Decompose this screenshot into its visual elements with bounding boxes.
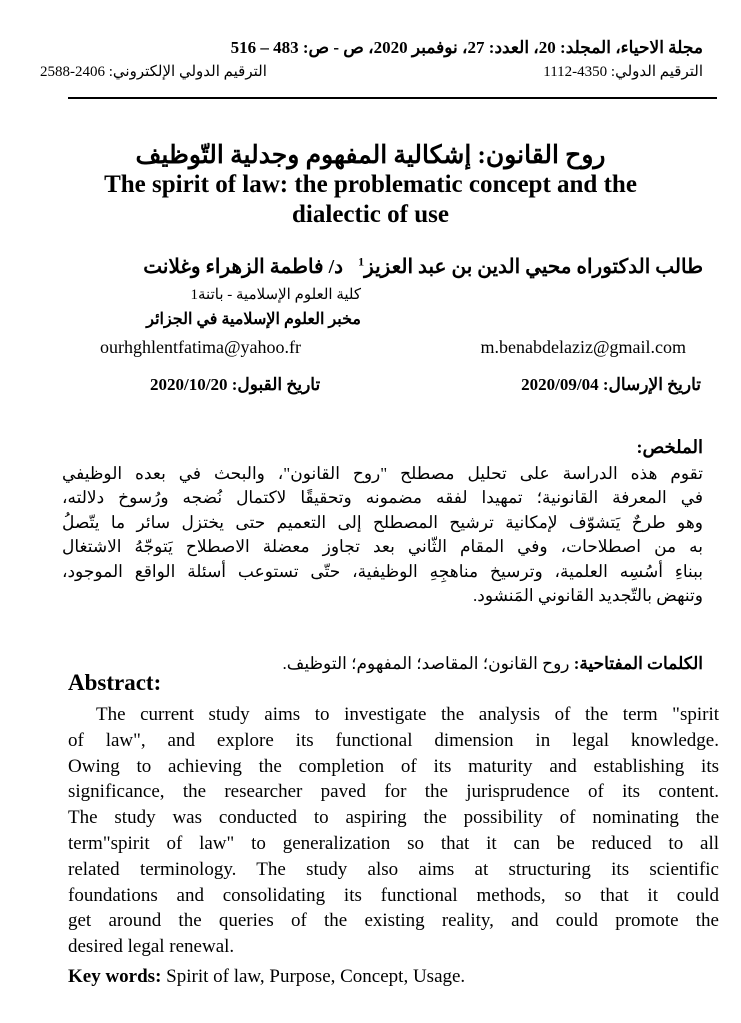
keywords-english-text: Spirit of law, Purpose, Concept, Usage. bbox=[161, 966, 466, 987]
author-2: د/ فاطمة الزهراء وغلانت bbox=[143, 256, 344, 278]
abstract-line: desired legal renewal. bbox=[68, 936, 235, 958]
affiliation: كلية العلوم الإسلامية - باتنة1 bbox=[190, 287, 361, 303]
abstract-line: related terminology. The study also aims at structuring its scientific bbox=[68, 858, 719, 880]
header-divider bbox=[68, 97, 717, 99]
title-english bbox=[60, 170, 681, 230]
date-accepted: تاريخ القبول: 2020/10/20 bbox=[150, 375, 321, 394]
abstract-line: foundations and consolidating its functional methods, so that it could bbox=[68, 884, 719, 906]
keywords-arabic bbox=[283, 654, 703, 674]
issn-online: الترقيم الدولي الإلكتروني: 2406-2588 bbox=[40, 64, 267, 80]
email-right[interactable]: m.benabdelaziz@gmail.com bbox=[480, 337, 686, 357]
title-english-line-2: dialectic of use bbox=[292, 201, 449, 228]
title-english-line-1: The spirit of law: the problematic concept and the bbox=[104, 171, 637, 198]
title-arabic: روح القانون: إشكالية المفهوم وجدلية التّوظيف bbox=[135, 142, 606, 169]
issn-print: الترقيم الدولي: 4350-1112 bbox=[543, 64, 703, 80]
abstract-line: get around the queries of the existing reality, and could promote the bbox=[68, 910, 719, 932]
summary-line: في المعرفة القانونية؛ تمهيدا لفقه مضمونه وتحقيقًا لاكتمال نُضجه ورُسوخ دلالته، bbox=[62, 488, 703, 508]
summary-line: وتنهض بالتّجديد القانوني المَنشود. bbox=[473, 586, 703, 606]
keywords-english bbox=[68, 966, 465, 988]
author-1: طالب الدكتوراه محيي الدين بن عبد العزيز bbox=[364, 256, 703, 278]
email-left[interactable]: ourhghlentfatima@yahoo.fr bbox=[100, 337, 302, 357]
abstract-body bbox=[68, 702, 719, 960]
authors-line bbox=[40, 254, 703, 279]
summary-heading: الملخص: bbox=[636, 437, 703, 457]
keywords-arabic-label: الكلمات المفتاحية: bbox=[573, 654, 703, 673]
summary-line: به من اصطلاحات، وفي المقام الثّاني بعد تجاوز معضلة الاصطلاح يَتوجّهُ الاشتغال bbox=[62, 537, 703, 557]
summary-body bbox=[62, 462, 703, 608]
keywords-arabic-text: روح القانون؛ المقاصد؛ المفهوم؛ التوظيف. bbox=[282, 654, 574, 673]
summary-line: تقوم هذه الدراسة على تحليل مصطلح "روح القانون"، والبحث في بعده الوظيفي bbox=[62, 464, 703, 483]
abstract-line: The current study aims to investigate the analysis of the term "spirit bbox=[96, 704, 719, 725]
dates-line bbox=[150, 375, 701, 395]
abstract-line: significance, the researcher paved for the jurisprudence of its content. bbox=[68, 781, 719, 803]
abstract-line: The study was conducted to aspiring the possibility of nominating the bbox=[68, 807, 719, 829]
emails-line bbox=[100, 337, 686, 358]
abstract-line: of law", and explore its functional dimension in legal knowledge. bbox=[68, 729, 719, 751]
abstract-line: Owing to achieving the completion of its maturity and establishing its bbox=[68, 755, 719, 777]
date-submitted: تاريخ الإرسال: 2020/09/04 bbox=[521, 375, 701, 394]
journal-citation: مجلة الاحياء، المجلد: 20، العدد: 27، نوفمبر 2020، ص - ص: 483 – 516 bbox=[230, 38, 703, 57]
abstract-heading: Abstract: bbox=[68, 670, 162, 695]
keywords-english-label: Key words: bbox=[68, 966, 162, 987]
abstract-line: term"spirit of law" to generalization so that it can be reduced to all bbox=[68, 832, 719, 854]
author-1-mark: 1 bbox=[358, 254, 365, 269]
summary-line: وهو طرحٌ يَتشوّف لإمكانية ترشيح المصطلح إلى التعميم حتى يختزل سائر ما يتّصلُ bbox=[62, 512, 703, 532]
issn-line bbox=[40, 62, 703, 81]
summary-line: ببناءِ أسُسِه العلمية، وترسيخ مناهجِهِ الوظيفية، حتّى تستوعب أسئلة الواقع الموجود، bbox=[62, 561, 703, 581]
laboratory: مخبر العلوم الإسلامية في الجزائر bbox=[146, 311, 361, 328]
